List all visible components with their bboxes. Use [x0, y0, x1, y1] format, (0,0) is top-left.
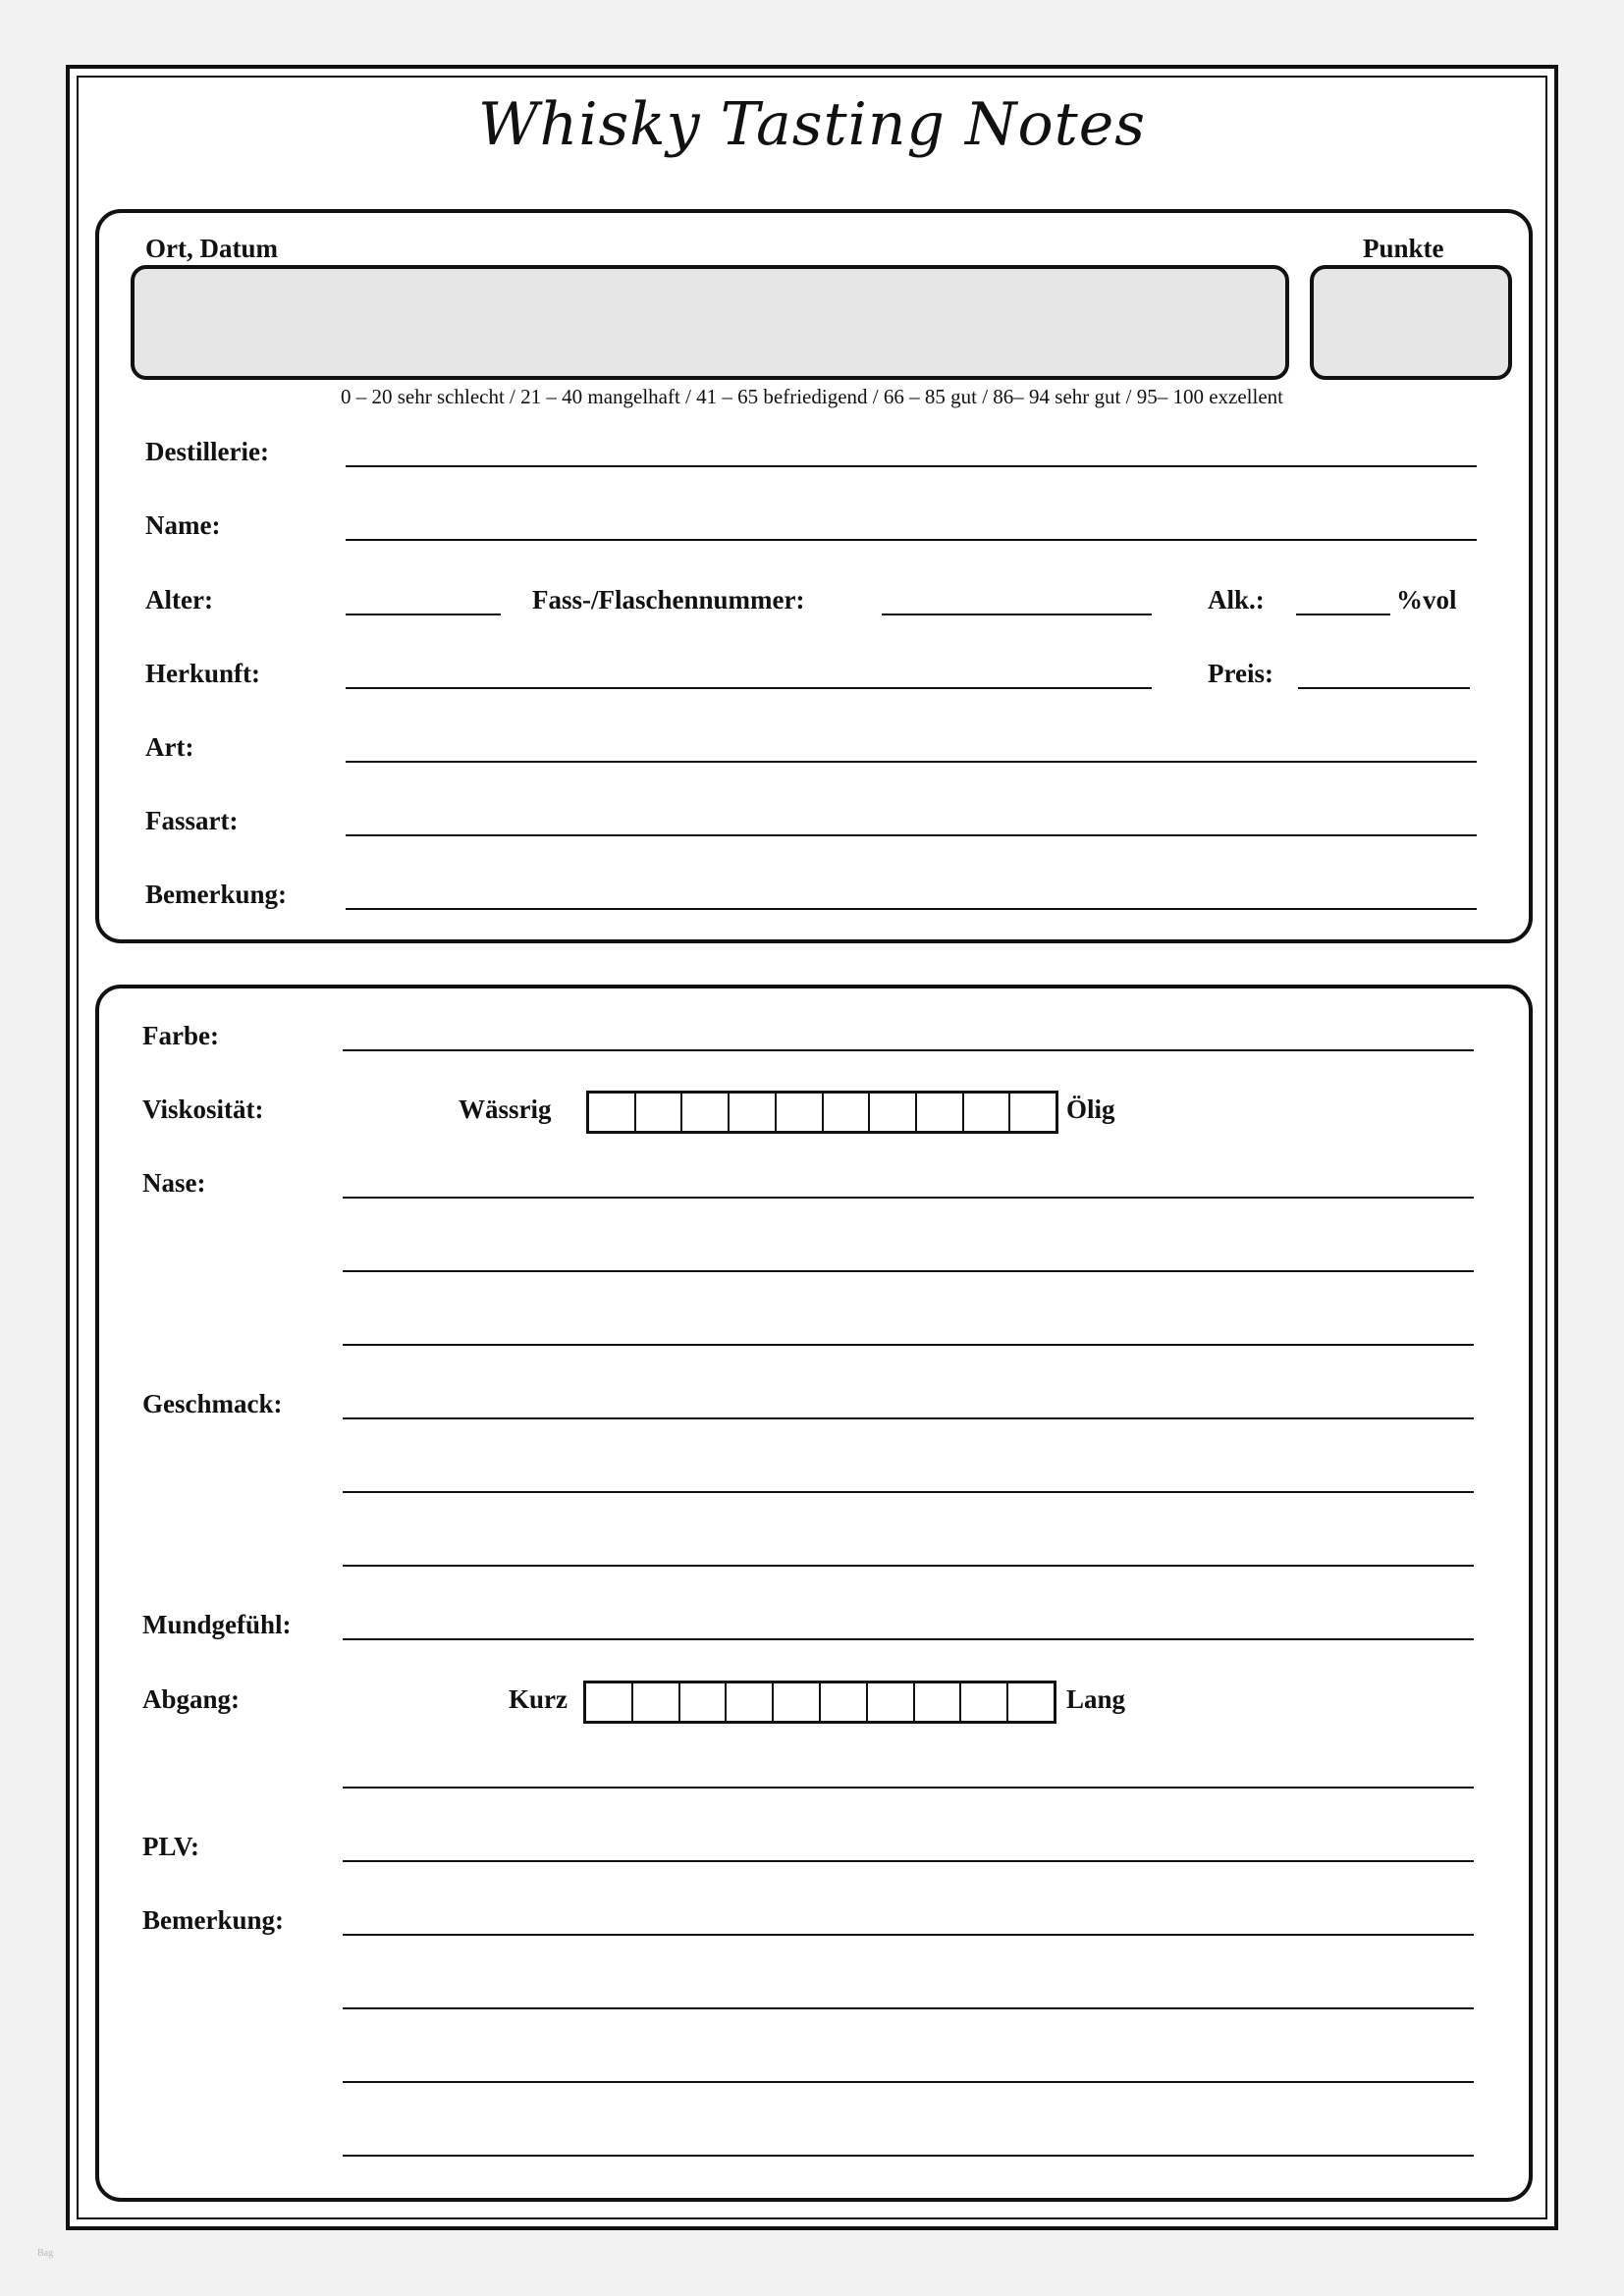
bemerkung-label: Bemerkung:: [145, 880, 287, 909]
nase-line-1[interactable]: [343, 1197, 1474, 1199]
alter-label: Alter:: [145, 585, 213, 614]
destillerie-line[interactable]: [346, 465, 1477, 467]
ort-datum-label: Ort, Datum: [145, 234, 278, 263]
tasting-bemerkung-line-4[interactable]: [343, 2155, 1474, 2157]
abgang-box[interactable]: [586, 1683, 631, 1721]
geschmack-label: Geschmack:: [142, 1389, 283, 1418]
ort-datum-field[interactable]: [131, 265, 1289, 380]
farbe-label: Farbe:: [142, 1021, 219, 1050]
kurz-label: Kurz: [509, 1684, 568, 1714]
abgang-box[interactable]: [1006, 1683, 1054, 1721]
viskositaet-box[interactable]: [822, 1094, 869, 1131]
fassart-label: Fassart:: [145, 806, 239, 835]
viskositaet-label: Viskosität:: [142, 1095, 264, 1124]
preis-label: Preis:: [1208, 659, 1273, 688]
lang-label: Lang: [1066, 1684, 1126, 1714]
punkte-field[interactable]: [1310, 265, 1512, 380]
viskositaet-scale[interactable]: [586, 1091, 1058, 1134]
oelig-label: Ölig: [1066, 1095, 1115, 1124]
destillerie-label: Destillerie:: [145, 437, 269, 466]
fass-nummer-label: Fass-/Flaschennummer:: [532, 585, 805, 614]
abgang-box[interactable]: [631, 1683, 678, 1721]
abgang-box[interactable]: [678, 1683, 726, 1721]
herkunft-label: Herkunft:: [145, 659, 260, 688]
plv-label: PLV:: [142, 1832, 200, 1861]
viskositaet-box[interactable]: [868, 1094, 915, 1131]
viskositaet-box[interactable]: [728, 1094, 775, 1131]
mundgefuehl-line[interactable]: [343, 1638, 1474, 1640]
footer-mark: Bag: [37, 2248, 54, 2259]
viskositaet-box[interactable]: [1008, 1094, 1056, 1131]
art-line[interactable]: [346, 761, 1477, 763]
fassart-line[interactable]: [346, 834, 1477, 836]
farbe-line[interactable]: [343, 1049, 1474, 1051]
plv-line[interactable]: [343, 1860, 1474, 1862]
waessrig-label: Wässrig: [459, 1095, 552, 1124]
abgang-label: Abgang:: [142, 1684, 241, 1714]
alk-line[interactable]: [1296, 614, 1390, 615]
herkunft-line[interactable]: [346, 687, 1152, 689]
nase-line-3[interactable]: [343, 1344, 1474, 1346]
geschmack-line-3[interactable]: [343, 1565, 1474, 1567]
viskositaet-box[interactable]: [962, 1094, 1009, 1131]
mundgefuehl-label: Mundgefühl:: [142, 1610, 292, 1639]
alter-line[interactable]: [346, 614, 501, 615]
abgang-box[interactable]: [772, 1683, 819, 1721]
abgang-box[interactable]: [819, 1683, 866, 1721]
fass-nummer-line[interactable]: [882, 614, 1152, 615]
page-title: Whisky Tasting Notes: [478, 90, 1146, 159]
nase-label: Nase:: [142, 1168, 206, 1198]
punkte-label: Punkte: [1363, 234, 1444, 263]
tasting-panel: [95, 985, 1533, 2202]
viskositaet-box[interactable]: [589, 1094, 634, 1131]
tasting-bemerkung-line-3[interactable]: [343, 2081, 1474, 2083]
abgang-box[interactable]: [913, 1683, 960, 1721]
bemerkung-line[interactable]: [346, 908, 1477, 910]
tasting-bemerkung-line-1[interactable]: [343, 1934, 1474, 1936]
vol-unit: %vol: [1396, 585, 1457, 614]
preis-line[interactable]: [1298, 687, 1470, 689]
nase-line-2[interactable]: [343, 1270, 1474, 1272]
viskositaet-box[interactable]: [775, 1094, 822, 1131]
abgang-scale[interactable]: [583, 1681, 1056, 1724]
abgang-box[interactable]: [959, 1683, 1006, 1721]
name-label: Name:: [145, 510, 221, 540]
tasting-bemerkung-line-2[interactable]: [343, 2007, 1474, 2009]
viskositaet-box[interactable]: [915, 1094, 962, 1131]
viskositaet-box[interactable]: [634, 1094, 681, 1131]
abgang-box[interactable]: [725, 1683, 772, 1721]
geschmack-line-1[interactable]: [343, 1417, 1474, 1419]
scale-legend: 0 – 20 sehr schlecht / 21 – 40 mangelhaft / 41 – 65 befriedigend / 66 – 85 gut / 86– 94 sehr gut / 95– 100 exzellent: [341, 385, 1283, 408]
alk-label: Alk.:: [1208, 585, 1265, 614]
abgang-line[interactable]: [343, 1787, 1474, 1789]
name-line[interactable]: [346, 539, 1477, 541]
viskositaet-box[interactable]: [680, 1094, 728, 1131]
art-label: Art:: [145, 732, 194, 762]
geschmack-line-2[interactable]: [343, 1491, 1474, 1493]
tasting-bemerkung-label: Bemerkung:: [142, 1905, 284, 1935]
abgang-box[interactable]: [866, 1683, 913, 1721]
